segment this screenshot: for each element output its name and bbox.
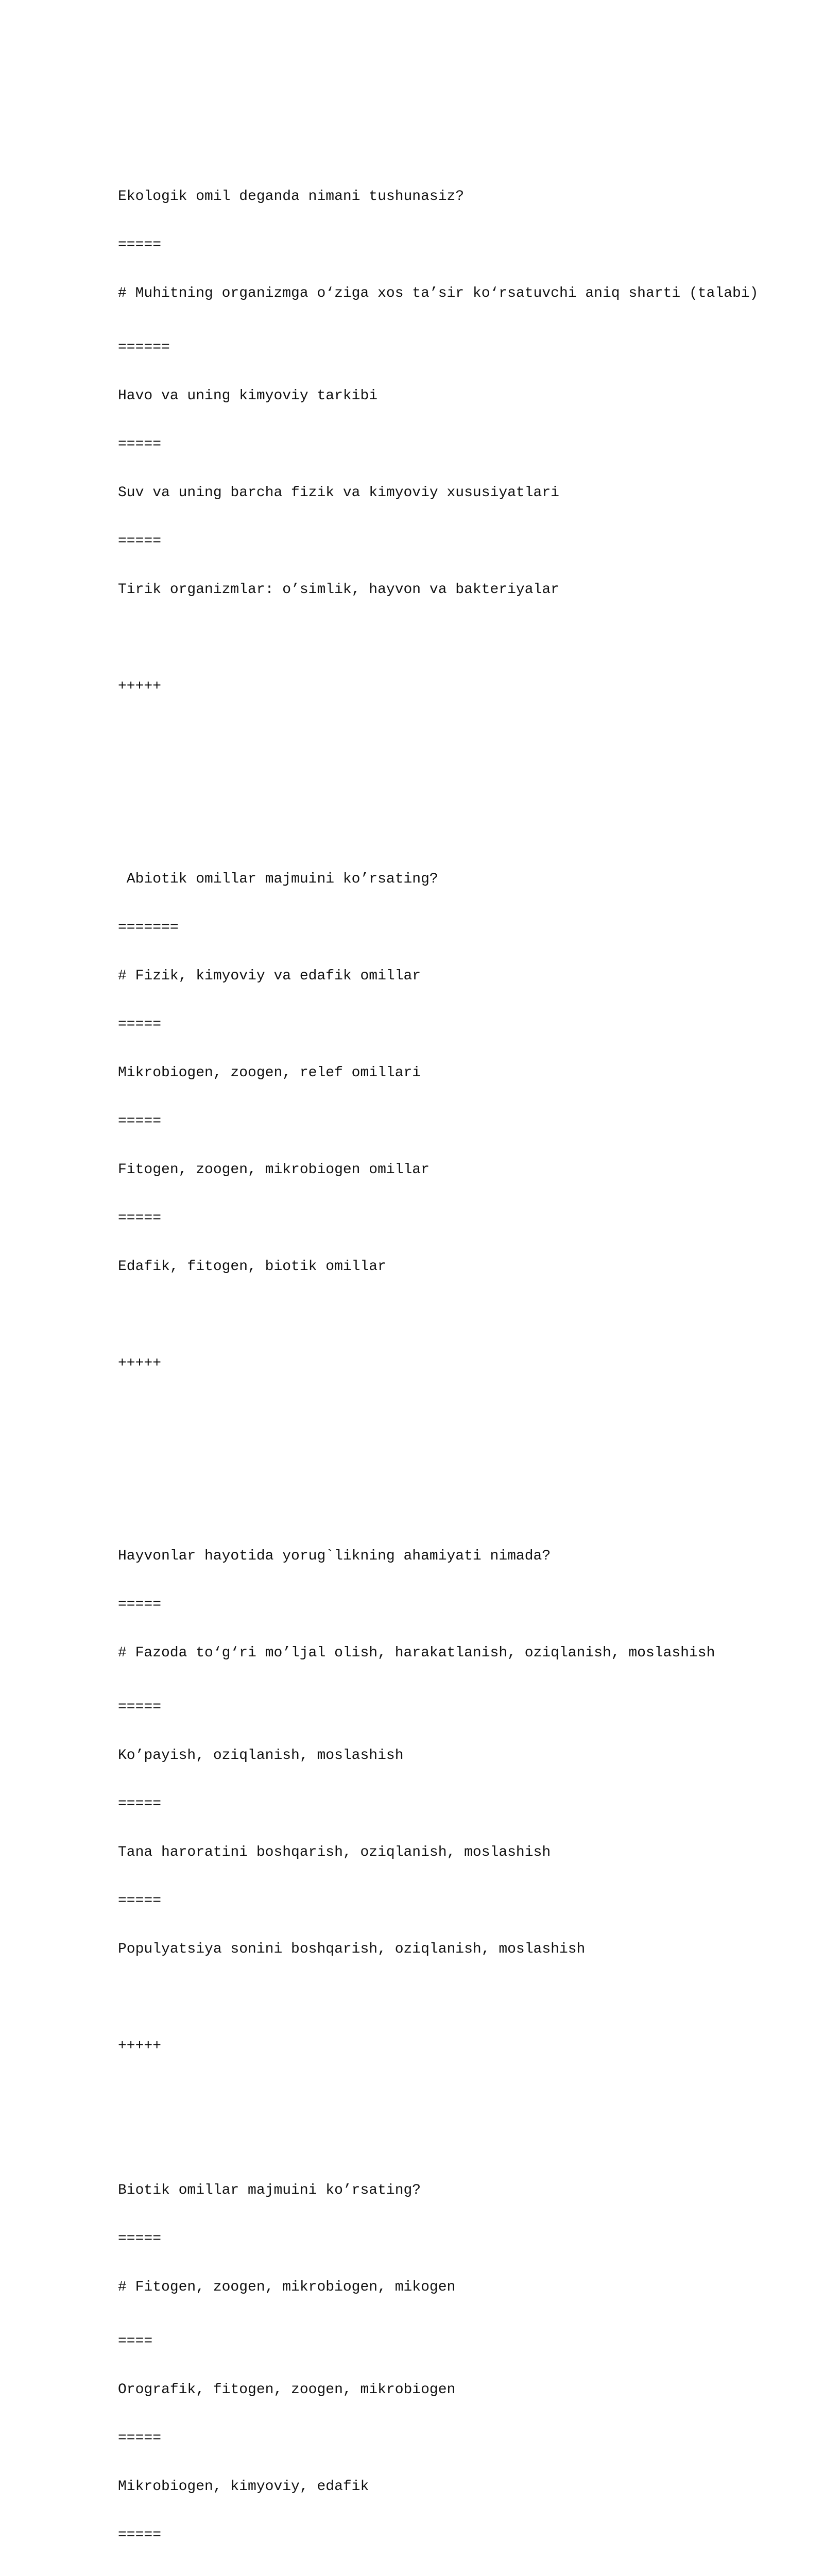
blank-line [118, 630, 808, 647]
question-block [118, 839, 808, 1452]
blank-line [118, 1307, 808, 1324]
separator: ===== [118, 1113, 162, 1129]
question-text: Hayvonlar hayotida yorug`likning ahamiyati nimada? [118, 1548, 551, 1564]
blank-line [118, 1404, 808, 1420]
question-block [118, 157, 808, 775]
question-text: Ekologik omil deganda nimani tushunasiz? [118, 189, 465, 205]
separator: ===== [118, 1597, 162, 1613]
option: Tirik organizmlar: o’simlik, hayvon va bakteriyalar [118, 582, 559, 598]
document-text [118, 93, 808, 2576]
separator: ===== [118, 2231, 162, 2247]
option: Tana haroratini boshqarish, oziqlanish, moslashish [118, 1844, 551, 1860]
separator: ===== [118, 237, 162, 253]
block-end-marker: +++++ [118, 679, 162, 694]
separator: ======= [118, 920, 179, 936]
option: Orografik, fitogen, zoogen, mikrobiogen [118, 2382, 456, 2398]
option: Populyatsiya sonini boshqarish, oziqlanish, moslashish [118, 1941, 586, 1957]
separator: ===== [118, 1796, 162, 1812]
question-text: Biotik omillar majmuini ko’rsating? [118, 2182, 421, 2198]
blank-line [118, 1990, 808, 2006]
separator: ===== [118, 1210, 162, 1226]
separator: ====== [118, 340, 170, 355]
option: Mikrobiogen, kimyoviy, edafik [118, 2479, 369, 2495]
separator: ===== [118, 533, 162, 549]
separator: ===== [118, 2430, 162, 2446]
separator: ===== [118, 1016, 162, 1032]
blank-line [118, 727, 808, 743]
question-block [118, 2150, 808, 2576]
correct-option: # Muhitning organizmga o‘ziga xos ta’sir ko‘rsatuvchi aniq sharti (talabi) [118, 285, 759, 301]
separator: ==== [118, 2333, 153, 2349]
block-end-marker: +++++ [118, 1355, 162, 1371]
question-block [118, 1516, 808, 2087]
option: Mikrobiogen, zoogen, relef omillari [118, 1065, 421, 1081]
separator: ===== [118, 1699, 162, 1715]
correct-option: # Fazoda to‘g‘ri mo’ljal olish, harakatlanish, oziqlanish, moslashish [118, 1645, 715, 1661]
separator: ===== [118, 2527, 162, 2543]
option: Ko’payish, oziqlanish, moslashish [118, 1748, 404, 1764]
option: Fitogen, zoogen, mikrobiogen omillar [118, 1162, 430, 1178]
correct-option: # Fizik, kimyoviy va edafik omillar [118, 968, 421, 984]
correct-option: # Fitogen, zoogen, mikrobiogen, mikogen [118, 2279, 456, 2295]
separator: ===== [118, 1893, 162, 1909]
question-text: Abiotik omillar majmuini ko’rsating? [118, 871, 438, 887]
option: Edafik, fitogen, biotik omillar [118, 1259, 386, 1275]
option: Suv va uning barcha fizik va kimyoviy xususiyatlari [118, 485, 559, 501]
option: Havo va uning kimyoviy tarkibi [118, 388, 378, 404]
separator: ===== [118, 436, 162, 452]
block-end-marker: +++++ [118, 2038, 162, 2054]
